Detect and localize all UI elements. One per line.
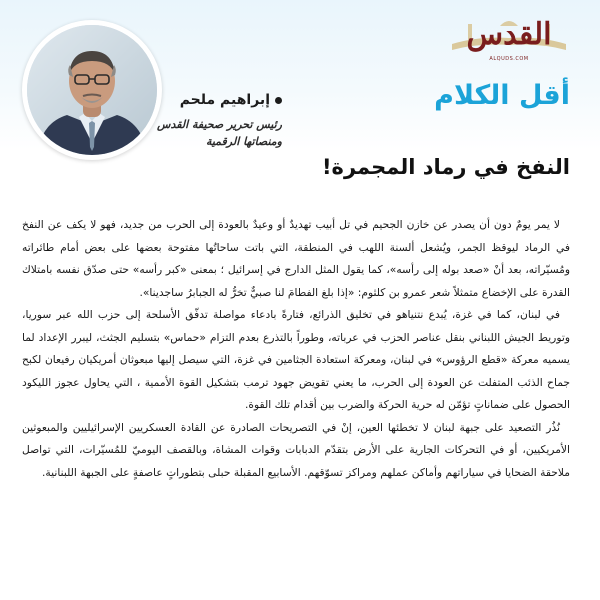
- article-body: [22, 214, 570, 484]
- author-role-line-2: ومنصاتها الرقمية: [205, 135, 282, 148]
- article-paragraph-2: في لبنان، كما في غزة، يُبدع نتنياهو في تخليق الذرائع، فتارةً بادعاء مواصلة تدفّق الأسلحة إلى حزب الله عبر سوريا، وتوريط الجيش اللبناني بنقل عناصر الحزب في عرباته، وطوراً بالتذرع بعدم التزام «حماس» بتسليم الجثث، ليبرر الإعداد لما يسميه معركة «قطع الرؤوس» في لبنان، ومعركة استعادة الجثامين في غزة، التي سيصل إليها مبعوثان أمريكيان رفيعان لكبح جماح الذئب المتفلت عن العودة إلى الحرب، ما يعني تقويض جهود ترمب بتشكيل القوة الأممية ، التي يحاول عجوز الليكود الحصول على ضماناتٍ تؤمّن له حرية الحركة والضرب بين أقدام تلك القوة.: [22, 308, 570, 411]
- logo-subtext: ALQUDS.COM: [489, 56, 529, 62]
- author-info: [132, 92, 282, 150]
- column-title: أقل الكلام: [434, 80, 570, 111]
- author-name: [132, 92, 282, 108]
- newspaper-logo: [448, 12, 570, 64]
- bullet-dot-icon: [275, 97, 282, 104]
- article-headline: النفخ في رماد المجمرة!: [321, 155, 570, 179]
- author-role-line-1: رئيس تحرير صحيفة القدس: [157, 118, 282, 131]
- article-paragraph-1: لا يمر يومٌ دون أن يصدر عن خازن الجحيم في تل أبيب تهديدٌ أو وعيدٌ بالعودة إلى الحرب من جديد، فهو لا يكف عن النفخ في الرماد ليوقظ الجمر، ويُشعل ألسنة اللهب في المنطقة، التي باتت ساحاتُها مفتوحة بعضها على بعض أمام طائراته ومُسيّراته، بعد أنْ «صعد بوله إلى رأسه»، كما يقول المثل الدارج في إسرائيل ؛ بمعنى «كبر رأسه» حتى صدّق نفسه بامتلاك القدرة على الإخضاع متمثلاً شعر عمرو بن كلثوم: «إذا بلغ الفطامَ لنا صبيٌّ تخرُّ له الجبابرُ ساجدينا».: [22, 218, 570, 299]
- author-role: [132, 116, 282, 150]
- article-paragraph-3: نُذُر التصعيد على جبهة لبنان لا تخطئها العين، إنْ في التصريحات الصادرة عن القادة العسكريين الإسرائيليين والمبعوثين الأمريكيين، أو في التحركات الجارية على الأرض بتقدّم الدبابات وقوات المشاة، وبالقصف اليوميّ للمُسيّرات، التي تواصل ملاحقة الضحايا في سياراتهم وأماكن عملهم ومراكز تسوّقهم. الأسابيع المقبلة حبلى بتطوراتٍ عاصفةٍ على الجبهة اللبنانية.: [22, 420, 570, 479]
- author-name-text: إبراهيم ملحم: [179, 92, 270, 108]
- logo-wordmark: القدس: [466, 17, 552, 52]
